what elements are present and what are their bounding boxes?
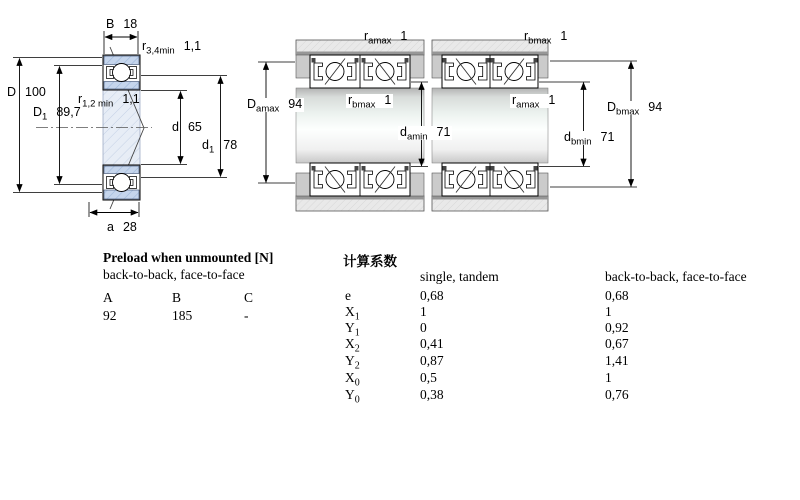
preload-table-title: Preload when unmounted [N] [103, 250, 274, 265]
factors-row-e: e 0,68 0,68 [345, 288, 629, 303]
dim-label-r12min: $r_{1,2 min}$ 1,1 [78, 92, 140, 110]
dim-label-r34min: $r_{3,4min}$ 1,1 [142, 39, 202, 57]
dim-label-ramax-mid: $r_{amax}$ 1 [364, 29, 408, 47]
dim-label-dbmin-shaft: $d_{bmin}$ 71 [564, 130, 615, 148]
factors-row-x0: $X_0$ 0,5 1 [345, 370, 612, 389]
dim-label-bore-d: d 65 [172, 120, 202, 134]
dim-label-damax-housing: $D_{amax}$ 94 [247, 97, 303, 115]
dim-label-rbmax-right: $r_{bmax}$ 1 [524, 29, 568, 47]
dim-label-ramax-right: $r_{amax}$ 1 [512, 93, 556, 111]
face-to-face-arrangement-diagram [432, 40, 637, 211]
dim-label-a-distance: a 28 [107, 220, 137, 234]
factors-row-x1: $X_1$ 1 1 [345, 304, 612, 323]
dim-label-rbmax-mid: $r_{bmax}$ 1 [348, 93, 392, 111]
dim-label-width-b: B 18 [106, 17, 138, 31]
dim-label-dbmax-housing: $D_{bmax}$ 94 [607, 100, 663, 118]
factors-col2-header: back-to-back, face-to-face [605, 269, 747, 284]
preload-table-subtitle: back-to-back, face-to-face [103, 267, 245, 282]
dim-label-d1-inner-shoulder: $d_1$ 78 [202, 138, 238, 156]
factors-row-y1: $Y_1$ 0 0,92 [345, 320, 629, 339]
factors-row-y0: $Y_0$ 0,38 0,76 [345, 387, 629, 406]
factors-table-title: 计算系数 [343, 254, 397, 269]
dim-label-damin-shaft: $d_{amin}$ 71 [400, 125, 451, 143]
preload-table: Preload when unmounted [N] back-to-back, face-to-face A B C 92 185 - [103, 250, 274, 323]
factors-row-x2: $X_2$ 0,41 0,67 [345, 336, 629, 355]
dim-label-outer-diameter-d: D 100 [7, 85, 46, 99]
calculation-factors-table [343, 250, 800, 410]
factors-col1-header: single, tandem [420, 269, 499, 284]
dim-label-d1-shoulder: $D_1$ 89,7 [33, 105, 81, 123]
factors-row-y2: $Y_2$ 0,87 1,41 [345, 353, 629, 372]
